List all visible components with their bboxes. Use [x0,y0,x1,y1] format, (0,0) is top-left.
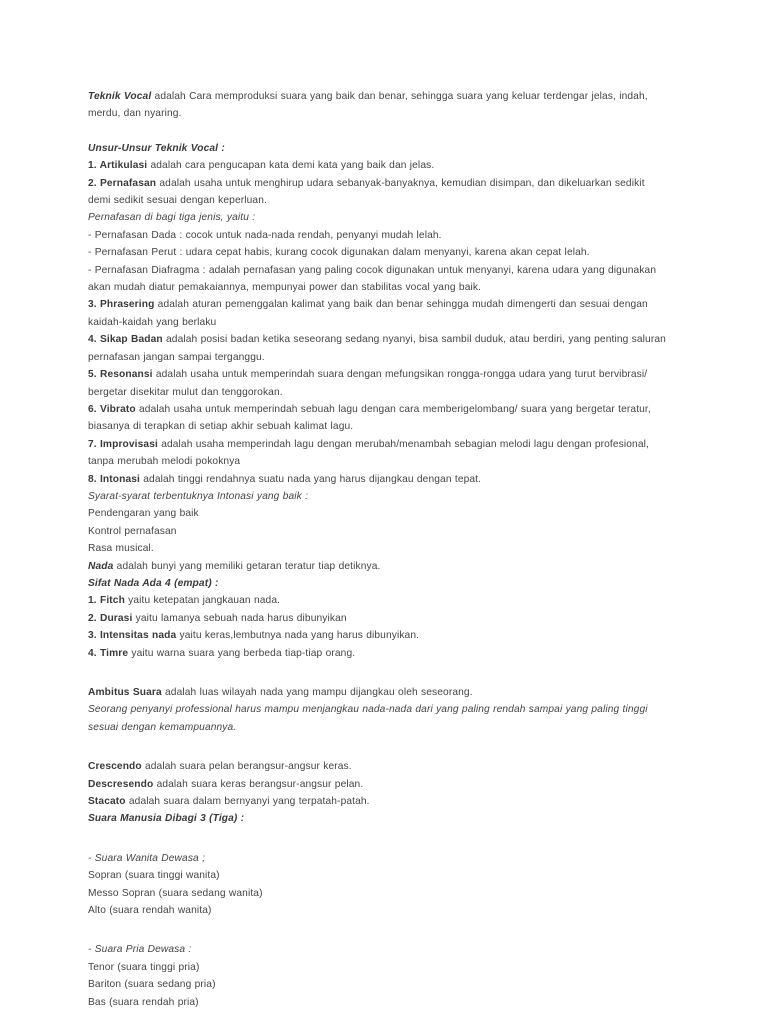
term-intonasi: 8. Intonasi [88,473,141,485]
paragraph-item-3-body: adalah aturan pemenggalan kalimat yang baik dan benar sehingga mudah dimengerti dan sesuai dengan kaidah-kaidah yang berlaku [88,299,648,328]
list-item-bas: Bas (suara rendah pria) [88,996,199,1008]
term-durasi: 2. Durasi [88,612,133,624]
heading-unsur-unsur: Unsur-Unsur Teknik Vocal : [88,142,225,154]
list-item-pernafasan-perut: - Pernafasan Perut : udara cepat habis, kurang cocok digunakan dalam menyanyi, karena akan cepat lelah. [88,247,590,259]
list-item-syarat-1: Pendengaran yang baik [88,508,199,520]
list-item-bariton: Bariton (suara sedang pria) [88,979,216,991]
spacer [88,828,666,850]
spacer [88,919,666,941]
term-intensitas-nada: 3. Intensitas nada [88,630,177,642]
paragraph-descresendo [88,776,666,793]
term-vibrato: 6. Vibrato [88,403,136,415]
paragraph-item-8-body: adalah tinggi rendahnya suatu nada yang harus dijangkau dengan tepat. [140,473,482,485]
spacer [88,123,666,140]
term-fitch: 1. Fitch [88,595,125,607]
list-item-syarat-2: Kontrol pernafasan [88,525,177,537]
list-item-alto: Alto (suara rendah wanita) [88,905,212,917]
paragraph-sifat-1 [88,592,666,609]
paragraph-item-6-body: adalah usaha untuk memperindah sebuah lagu dengan cara memberigelombang/ suara yang bergetar teratur, biasanya di terapkan di setiap akhir sebuah kalimat lagu. [88,403,651,433]
paragraph-item-6 [88,401,666,436]
paragraph-item-2-body: adalah usaha untuk menghirup udara sebanyak-banyaknya, kemudian disimpan, dan dikeluarkan sedikit demi sedikit sesuai dengan keperluan. [88,177,645,207]
paragraph-sifat-2-body: yaitu lamanya sebuah nada harus dibunyikan [132,612,347,624]
paragraph-item-1-body: adalah cara pengucapan kata demi kata yang baik dan jelas. [147,160,435,172]
term-ambitus-suara: Ambitus Suara [88,687,162,698]
paragraph-item-4 [88,331,666,366]
paragraph-item-3 [88,296,666,331]
paragraph-nada-definition [88,558,666,575]
list-item-pernafasan-diafragma: - Pernafasan Diafragma : adalah pernafasan yang paling cocok digunakan untuk menyanyi, karena udara yang digunakan akan mudah diatur pemakaiannya, mempunyai power dan stabilitas vocal yang baik. [88,264,657,294]
paragraph-crescendo [88,758,666,775]
paragraph-item-2 [88,175,666,210]
heading-pernafasan-jenis: Pernafasan di bagi tiga jenis, yaitu : [88,212,256,224]
term-teknik-vocal: Teknik Vocal [88,91,152,102]
term-nada: Nada [88,560,114,572]
heading-sifat-nada: Sifat Nada Ada 4 (empat) : [88,577,219,589]
paragraph-stacato-body: adalah suara dalam bernyanyi yang terpatah-patah. [125,796,370,808]
list-item-messo-sopran: Messo Sopran (suara sedang wanita) [88,887,263,899]
paragraph-intro [88,88,666,123]
paragraph-intro-body: adalah Cara memproduksi suara yang baik dan benar, sehingga suara yang keluar terdengar jelas, indah, merdu, dan nyaring. [88,91,648,120]
spacer [88,736,666,758]
paragraph-item-8 [88,471,666,488]
heading-suara-wanita-dewasa: - Suara Wanita Dewasa ; [88,852,206,864]
term-resonansi: 5. Resonansi [88,369,153,381]
document-body [88,88,666,1011]
paragraph-sifat-4 [88,645,666,662]
paragraph-item-1 [88,157,666,174]
paragraph-crescendo-body: adalah suara pelan berangsur-angsur keras. [141,761,352,773]
heading-suara-manusia: Suara Manusia Dibagi 3 (Tiga) : [88,813,245,825]
paragraph-nada-body: adalah bunyi yang memiliki getaran teratur tiap detiknya. [113,560,381,572]
term-sikap-badan: 4. Sikap Badan [88,334,163,346]
paragraph-sifat-2 [88,610,666,627]
term-timre: 4. Timre [88,647,129,659]
term-improvisasi: 7. Improvisasi [88,438,158,450]
paragraph-ambitus-note: Seorang penyanyi professional harus mampu menjangkau nada-nada dari yang paling rendah sampai yang paling tinggi sesuai dengan kemampuannya. [88,704,648,733]
heading-suara-pria-dewasa: - Suara Pria Dewasa : [88,944,192,956]
paragraph-sifat-4-body: yaitu warna suara yang berbeda tiap-tiap orang. [128,647,356,659]
paragraph-item-7-body: adalah usaha memperindah lagu dengan merubah/menambah sebagian melodi lagu dengan profesional, tanpa merubah melodi pokoknya [88,438,649,468]
list-item-syarat-3: Rasa musical. [88,543,154,555]
term-pernafasan: 2. Pernafasan [88,177,157,189]
list-item-sopran: Sopran (suara tinggi wanita) [88,870,220,882]
list-item-pernafasan-dada: - Pernafasan Dada : cocok untuk nada-nada rendah, penyanyi mudah lelah. [88,229,442,241]
paragraph-ambitus-body: adalah luas wilayah nada yang mampu dijangkau oleh seseorang. [161,687,473,698]
paragraph-item-5-body: adalah usaha untuk memperindah suara dengan mefungsikan rongga-rongga udara yang turut bervibrasi/ bergetar disekitar mulut dan tenggorokan. [88,369,648,398]
term-phrasering: 3. Phrasering [88,299,155,311]
term-stacato: Stacato [88,796,126,808]
term-artikulasi: 1. Artikulasi [88,160,148,172]
heading-syarat-intonasi: Syarat-syarat terbentuknya Intonasi yang baik : [88,490,309,502]
term-descresendo: Descresendo [88,778,154,790]
paragraph-descresendo-body: adalah suara keras berangsur-angsur pelan. [153,778,364,790]
paragraph-item-7 [88,436,666,471]
spacer [88,662,666,684]
paragraph-sifat-1-body: yaitu ketepatan jangkauan nada. [124,595,281,607]
paragraph-ambitus-suara [88,684,666,701]
paragraph-stacato [88,793,666,810]
list-item-tenor: Tenor (suara tinggi pria) [88,961,200,973]
paragraph-sifat-3 [88,627,666,644]
term-crescendo: Crescendo [88,761,142,773]
paragraph-sifat-3-body: yaitu keras,lembutnya nada yang harus dibunyikan. [176,630,420,642]
paragraph-item-4-body: adalah posisi badan ketika seseorang sedang nyanyi, bisa sambil duduk, atau berdiri, yang penting saluran pernafasan jangan sampai terganggu. [88,334,666,363]
paragraph-item-5 [88,366,666,401]
